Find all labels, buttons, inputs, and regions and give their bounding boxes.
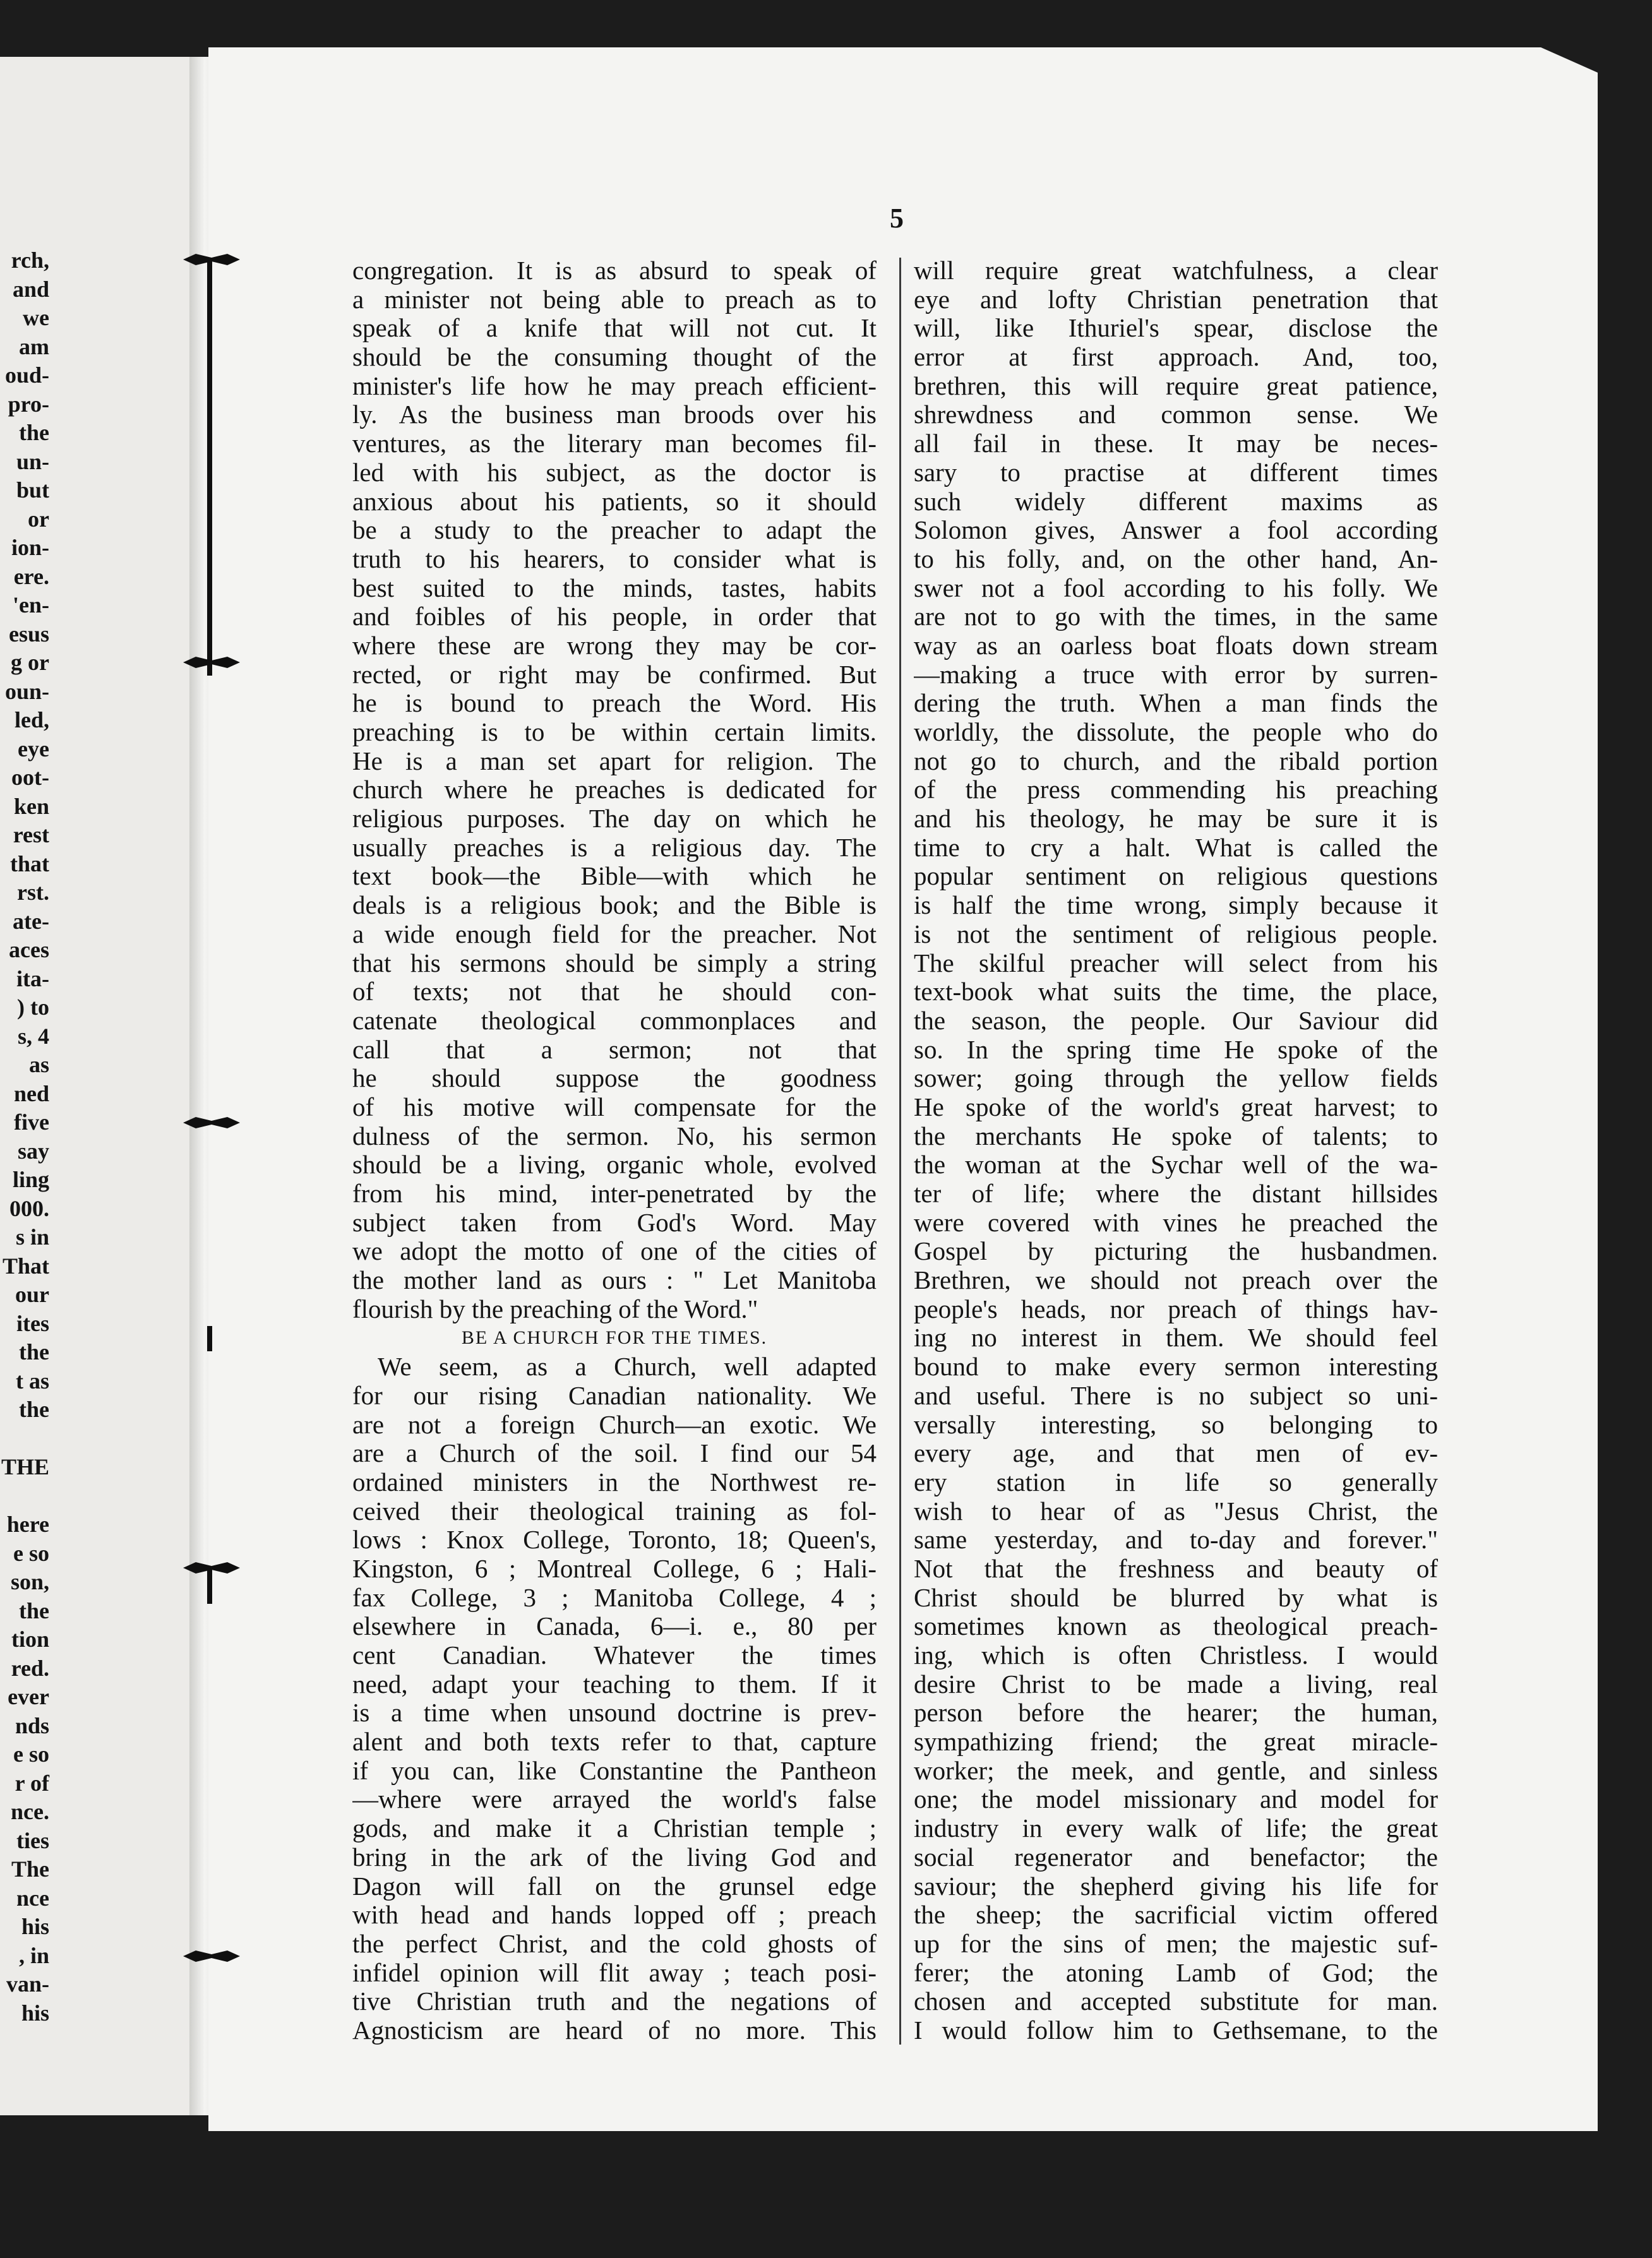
text-line: will require great watchfulness, a clear (914, 256, 1438, 285)
fragment-line: e so (13, 1741, 49, 1767)
text-line: text book—the Bible—with which he (352, 862, 877, 891)
text-line: he is bound to preach the Word. His (352, 689, 877, 718)
fragment-line: ties (16, 1827, 49, 1853)
text-line: —making a truce with error by surren- (914, 660, 1438, 689)
fragment-line: un- (16, 448, 49, 474)
text-line: from his mind, inter-penetrated by the (352, 1180, 877, 1208)
text-line: Brethren, we should not preach over the (914, 1266, 1438, 1295)
text-line: sower; going through the yellow fields (914, 1064, 1438, 1093)
text-line: for our rising Canadian nationality. We (352, 1381, 877, 1410)
fragment-line: our (15, 1282, 49, 1307)
binding-stitch (183, 251, 240, 268)
text-line: flourish by the preaching of the Word." (352, 1294, 758, 1323)
binding-thread (207, 1566, 212, 1604)
text-line: subject taken from God's Word. May (352, 1208, 877, 1237)
fragment-line: or (28, 506, 49, 532)
fragment-line (0, 1482, 49, 1511)
text-line: text-book what suits the time, the place, (914, 977, 1438, 1007)
text-line: time to cry a halt. What is called the (914, 833, 1438, 862)
fragment-line: as (28, 1052, 49, 1077)
text-line: should be the consuming thought of the (352, 343, 877, 372)
text-line: We seem, as a Church, well adapted (378, 1353, 877, 1382)
fragment-line: here (6, 1512, 49, 1537)
text-line: error at first approach. And, too, (914, 343, 1438, 372)
fragment-line: pro- (8, 391, 49, 417)
text-line: ceived their theological training as fol- (352, 1496, 877, 1526)
column-rule (899, 258, 901, 2045)
text-line: ventures, as the literary man becomes fil- (352, 429, 877, 458)
fragment-line: ites (16, 1310, 49, 1336)
fragment-line: am (19, 333, 49, 359)
binding-stitch (183, 654, 240, 671)
text-line: dulness of the sermon. No, his sermon (352, 1121, 877, 1150)
text-line: the woman at the Sychar well of the wa- (914, 1150, 1438, 1180)
text-line: —where were arrayed the world's false (352, 1785, 877, 1814)
text-line: are not to go with the times, in the same (914, 602, 1438, 631)
text-line: shrewdness and common sense. We (914, 400, 1438, 429)
text-line: rected, or right may be confirmed. But (352, 660, 877, 689)
text-line: saviour; the shepherd giving his life for (914, 1872, 1438, 1901)
text-line: church where he preaches is dedicated for (352, 775, 877, 804)
text-line: tive Christian truth and the negations of (352, 1987, 877, 2016)
fragment-line: aces (9, 937, 49, 962)
text-line: up for the sins of men; the majestic suf- (914, 1929, 1438, 1958)
text-line: are not a foreign Church—an exotic. We (352, 1410, 877, 1439)
text-line: ferer; the atoning Lamb of God; the (914, 1958, 1438, 1987)
fragment-line: e so (13, 1540, 49, 1566)
text-line: bring in the ark of the living God and (352, 1843, 877, 1872)
text-line: we adopt the motto of one of the cities of (352, 1237, 877, 1266)
text-line: social regenerator and benefactor; the (914, 1843, 1438, 1872)
text-line: Christ should be blurred by what is (914, 1583, 1438, 1612)
fragment-line (0, 1425, 49, 1454)
fragment-line: that (10, 851, 49, 876)
text-line: Kingston, 6 ; Montreal College, 6 ; Hali- (352, 1554, 877, 1583)
text-line: bound to make every sermon interesting (914, 1353, 1438, 1382)
fragment-line: the (19, 1397, 49, 1422)
fragment-line: ned (13, 1080, 49, 1106)
text-line: ing no interest in them. We should feel (914, 1323, 1438, 1353)
text-line: sometimes known as theological preach- (914, 1612, 1438, 1641)
text-line: truth to his hearers, to consider what is (352, 544, 877, 573)
text-line: should be a living, organic whole, evolved (352, 1150, 877, 1180)
fragment-line: led, (14, 707, 49, 732)
fragment-line: the (19, 420, 49, 445)
fragment-line: nce (16, 1885, 49, 1911)
fragment-line: eye (18, 736, 49, 762)
text-line: ing, which is often Christless. I would (914, 1641, 1438, 1670)
fragment-line: ita- (16, 965, 49, 991)
fragment-line: ere. (13, 563, 49, 589)
text-line: is not the sentiment of religious people. (914, 919, 1438, 948)
text-line: deals is a religious book; and the Bible is (352, 891, 877, 920)
text-line: wish to hear of as "Jesus Christ, the (914, 1496, 1438, 1526)
text-line: ly. As the business man broods over his (352, 400, 877, 429)
fragment-line: five (14, 1109, 49, 1135)
fragment-line: oud- (4, 362, 49, 388)
text-line: are a Church of the soil. I find our 54 (352, 1439, 877, 1468)
text-line: where these are wrong they may be cor- (352, 631, 877, 660)
text-line: minister's life how he may preach efficient- (352, 371, 877, 400)
fragment-line: ling (12, 1167, 49, 1192)
section-heading: BE A CHURCH FOR THE TIMES. (461, 1327, 768, 1349)
text-line: call that a sermon; not that (352, 1035, 877, 1064)
text-line: is half the time wrong, simply because it (914, 891, 1438, 920)
text-line: person before the hearer; the human, (914, 1699, 1438, 1728)
text-line: need, adapt your teaching to them. If it (352, 1670, 877, 1699)
text-line: such widely different maxims as (914, 487, 1438, 516)
text-line: is a time when unsound doctrine is prev- (352, 1699, 877, 1728)
fragment-line: ate- (13, 908, 49, 934)
fragment-line: , in (18, 1942, 49, 1968)
left-text-column (352, 256, 877, 2045)
text-line: swer not a fool according to his folly. We (914, 573, 1438, 602)
fragment-line: g or (11, 650, 49, 675)
text-line: were covered with vines he preached the (914, 1208, 1438, 1237)
page-number: 5 (890, 203, 904, 234)
text-line: ter of life; where the distant hillsides (914, 1180, 1438, 1208)
text-line: Not that the freshness and beauty of (914, 1554, 1438, 1583)
fragment-line: That (2, 1253, 49, 1279)
text-line: Gospel by picturing the husbandmen. (914, 1237, 1438, 1266)
text-line: of texts; not that he should con- (352, 977, 877, 1007)
text-line: chosen and accepted substitute for man. (914, 1987, 1438, 2016)
fragment-line: son, (10, 1569, 49, 1594)
text-line: and foibles of his people, in order that (352, 602, 877, 631)
text-line: congregation. It is as absurd to speak of (352, 256, 877, 285)
fragment-line: r of (15, 1770, 49, 1796)
text-line: desire Christ to be made a living, real (914, 1670, 1438, 1699)
fragment-line: but (16, 477, 49, 503)
text-line: gods, and make it a Christian temple ; (352, 1814, 877, 1843)
binding-stitch (183, 1114, 240, 1131)
text-line: popular sentiment on religious questions (914, 862, 1438, 891)
text-line: all fail in these. It may be neces- (914, 429, 1438, 458)
fragment-line: the (19, 1339, 49, 1365)
text-line: religious purposes. The day on which he (352, 804, 877, 833)
fragment-line: tion (11, 1627, 49, 1652)
text-line: elsewhere in Canada, 6—i. e., 80 per (352, 1612, 877, 1641)
text-line: sary to practise at different times (914, 458, 1438, 487)
fragment-line: oun- (4, 678, 49, 704)
text-line: he should suppose the goodness (352, 1064, 877, 1093)
fragment-line: his (21, 1914, 49, 1939)
text-line: He spoke of the world's great harvest; to (914, 1092, 1438, 1121)
fragment-line: van- (6, 1971, 49, 1997)
facing-page-text-fragments (0, 246, 49, 2028)
text-line: a wide enough field for the preacher. Not (352, 919, 877, 948)
text-line: if you can, like Constantine the Pantheon (352, 1756, 877, 1785)
fragment-line: we (23, 305, 49, 330)
fragment-line: rch, (11, 248, 49, 273)
text-line: alent and both texts refer to that, capture (352, 1728, 877, 1757)
fragment-line: and (12, 276, 49, 302)
fragment-line: rest (13, 822, 49, 847)
fragment-line: nds (15, 1712, 49, 1738)
text-line: eye and lofty Christian penetration that (914, 285, 1438, 314)
text-line: will, like Ithuriel's spear, disclose the (914, 314, 1438, 343)
text-line: best suited to the minds, tastes, habits (352, 573, 877, 602)
text-line: the sheep; the sacrificial victim offered (914, 1901, 1438, 1930)
text-line: that his sermons should be simply a string (352, 948, 877, 977)
fragment-line: rst. (17, 880, 49, 905)
text-line: and useful. There is no subject so uni- (914, 1381, 1438, 1410)
text-line: same yesterday, and to-day and forever." (914, 1526, 1438, 1555)
text-line: worldly, the dissolute, the people who do (914, 718, 1438, 746)
text-line: He is a man set apart for religion. The (352, 746, 877, 775)
text-line: infidel opinion will flit away ; teach posi- (352, 1958, 877, 1987)
text-line: and his theology, he may be sure it is (914, 804, 1438, 833)
text-line: anxious about his patients, so it should (352, 487, 877, 516)
text-line: Solomon gives, Answer a fool according (914, 516, 1438, 545)
text-line: so. In the spring time He spoke of the (914, 1035, 1438, 1064)
fragment-line: esus (8, 621, 49, 647)
text-line: lows : Knox College, Toronto, 18; Queen's, (352, 1526, 877, 1555)
text-line: industry in every walk of life; the great (914, 1814, 1438, 1843)
fragment-line: 'en- (13, 592, 49, 618)
text-line: versally interesting, so belonging to (914, 1410, 1438, 1439)
text-line: worker; the meek, and gentle, and sinless (914, 1756, 1438, 1785)
text-line: a minister not being able to preach as to (352, 285, 877, 314)
text-line: to his folly, and, on the other hand, An- (914, 544, 1438, 573)
fragment-line: ever (8, 1684, 49, 1709)
text-line: of the press commending his preaching (914, 775, 1438, 804)
binding-stitch (183, 1948, 240, 1964)
text-line: be a study to the preacher to adapt the (352, 516, 877, 545)
text-line: brethren, this will require great patience, (914, 371, 1438, 400)
binding-thread (207, 259, 212, 676)
fragment-line: say (17, 1138, 49, 1164)
fragment-line: nce. (11, 1799, 49, 1824)
text-line: people's heads, nor preach of things hav- (914, 1294, 1438, 1323)
text-line: of his motive will compensate for the (352, 1092, 877, 1121)
fragment-line: the (19, 1598, 49, 1623)
text-line: usually preaches is a religious day. The (352, 833, 877, 862)
binding-thread (207, 1326, 212, 1351)
text-line: Dagon will fall on the grunsel edge (352, 1872, 877, 1901)
text-line: speak of a knife that will not cut. It (352, 314, 877, 343)
text-line: dering the truth. When a man finds the (914, 689, 1438, 718)
fragment-line: The (11, 1856, 49, 1882)
text-line: way as an oarless boat floats down stream (914, 631, 1438, 660)
text-line: catenate theological commonplaces and (352, 1006, 877, 1035)
text-line: fax College, 3 ; Manitoba College, 4 ; (352, 1583, 877, 1612)
text-line: not go to church, and the ribald portion (914, 746, 1438, 775)
fragment-line: 000. (9, 1195, 49, 1221)
text-line: I would follow him to Gethsemane, to the (914, 2016, 1438, 2045)
text-line: the mother land as ours : " Let Manitoba (352, 1266, 877, 1295)
text-line: ery station in life so generally (914, 1467, 1438, 1496)
fragment-line: s, 4 (17, 1023, 49, 1049)
text-line: every age, and that men of ev- (914, 1439, 1438, 1468)
text-line: Agnosticism are heard of no more. This (352, 2016, 877, 2045)
fragment-line: red. (11, 1655, 49, 1681)
text-line: the season, the people. Our Saviour did (914, 1006, 1438, 1035)
right-text-column (914, 256, 1438, 2045)
text-line: preaching is to be within certain limits. (352, 718, 877, 746)
text-line: with head and hands lopped off ; preach (352, 1901, 877, 1930)
text-line: the perfect Christ, and the cold ghosts of (352, 1929, 877, 1958)
fragment-line: ion- (11, 535, 49, 560)
text-line: the merchants He spoke of talents; to (914, 1121, 1438, 1150)
fragment-line: oot- (11, 765, 49, 790)
text-line: ordained ministers in the Northwest re- (352, 1467, 877, 1496)
fragment-line: s in (15, 1224, 49, 1250)
facing-page-fragment (0, 57, 189, 2115)
text-line: one; the model missionary and model for (914, 1785, 1438, 1814)
fragment-line: ken (13, 793, 49, 819)
text-line: The skilful preacher will select from his (914, 948, 1438, 977)
fragment-line: THE (1, 1454, 49, 1479)
text-line: sympathizing friend; the great miracle- (914, 1728, 1438, 1757)
text-line: led with his subject, as the doctor is (352, 458, 877, 487)
fragment-line: ) to (17, 995, 49, 1020)
text-line: cent Canadian. Whatever the times (352, 1641, 877, 1670)
fragment-line: his (21, 2000, 49, 2026)
fragment-line: t as (16, 1368, 49, 1394)
